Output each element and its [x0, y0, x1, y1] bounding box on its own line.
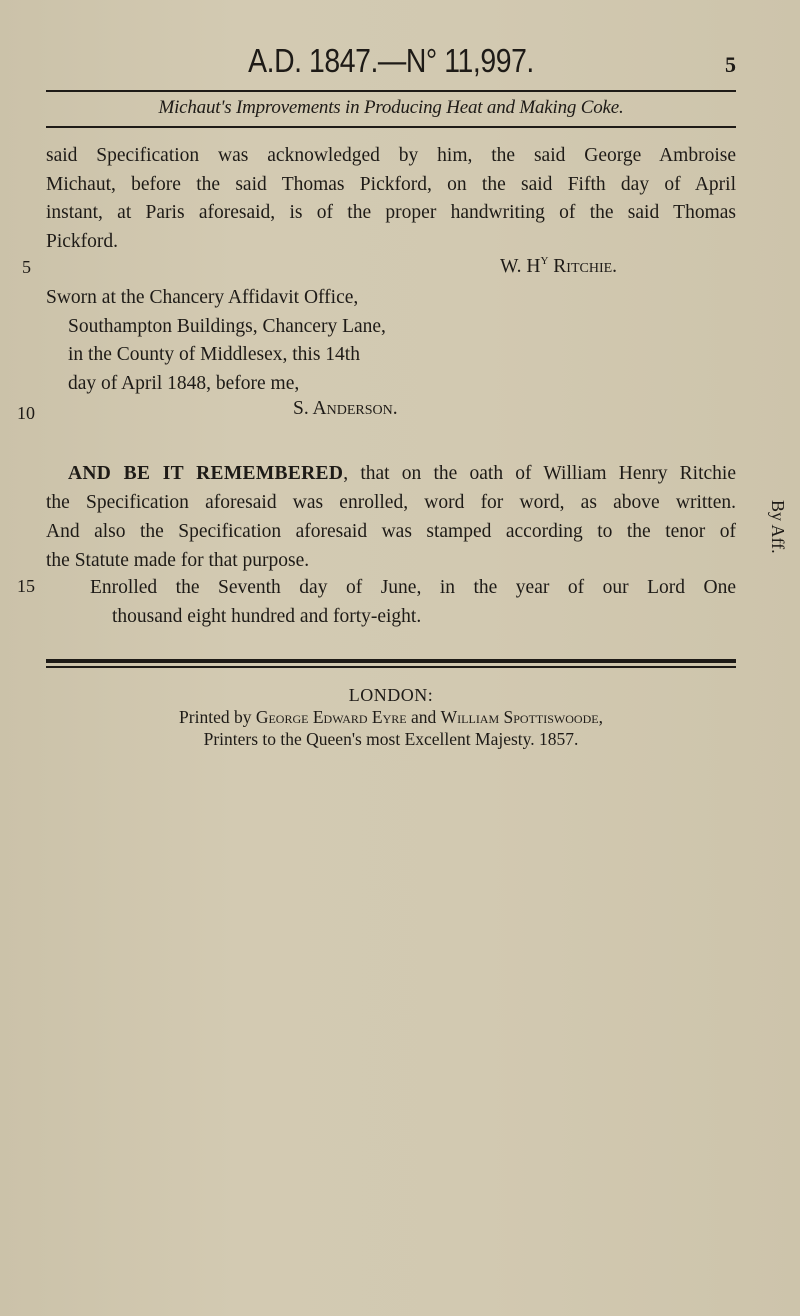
- imprint-city: LONDON:: [348, 685, 434, 705]
- text-line: instant, at Paris aforesaid, is of the proper handwriting of the said Thomas: [46, 202, 736, 223]
- header-rule-top: [46, 90, 736, 92]
- patent-subtitle: Michaut's Improvements in Producing Heat and Making Coke.: [158, 97, 624, 118]
- page-number: 5: [725, 52, 736, 77]
- signature-superscript: Y: [540, 255, 549, 267]
- line-number-10: 10: [17, 403, 35, 423]
- footer-rule-thick: [46, 659, 736, 663]
- text-line: [46, 459, 736, 488]
- jurat-block: [46, 284, 386, 398]
- jurat-line: Sworn at the Chancery Affidavit Office,: [46, 287, 359, 308]
- text-line: Michaut, before the said Thomas Pickford, on the said Fifth day of April: [46, 173, 736, 195]
- text-line: And also the Specification aforesaid was stamped according to the tenor of: [46, 521, 736, 542]
- text-line: thousand eight hundred and forty-eight.: [112, 606, 422, 627]
- signature-ritchie: [500, 255, 617, 278]
- jurat-line: day of April 1848, before me,: [68, 372, 300, 394]
- imprint-printer-2: William Spottiswoode,: [440, 707, 603, 727]
- signature-anderson: S. Anderson.: [293, 398, 398, 419]
- paragraph-remembered: [46, 459, 736, 575]
- imprint-printers-line: [46, 706, 736, 728]
- signature-prefix: W. H: [500, 256, 541, 277]
- text-line: the Statute made for that purpose.: [46, 550, 310, 571]
- imprint-printer-1: George Edward Eyre: [255, 707, 407, 727]
- margin-note-by-affidavit: By Aff.: [768, 500, 788, 554]
- paragraph-acknowledgement: [46, 142, 736, 256]
- text-line: Pickford.: [46, 230, 119, 252]
- line-number-15: 15: [17, 576, 35, 596]
- imprint-prefix: Printed by: [179, 707, 256, 727]
- page-header-title: A.D. 1847.—N° 11,997.: [248, 42, 534, 79]
- printer-imprint: [46, 684, 736, 750]
- jurat-line: Southampton Buildings, Chancery Lane,: [68, 315, 386, 337]
- footer-rule-thin: [46, 666, 736, 668]
- running-head: [46, 42, 736, 86]
- signature-name: Ritchie.: [553, 256, 618, 277]
- lead-bold-text: AND BE IT REMEMBERED: [68, 463, 344, 484]
- imprint-and: and: [406, 707, 441, 727]
- jurat-line: in the County of Middlesex, this 14th: [68, 344, 360, 365]
- text-line: Enrolled the Seventh day of June, in the year of our Lord One: [90, 577, 736, 598]
- imprint-majesty-line: Printers to the Queen's most Excellent Majesty. 1857.: [203, 729, 579, 749]
- paragraph-enrolled: [90, 573, 736, 631]
- text-line: the Specification aforesaid was enrolled, word for word, as above written.: [46, 492, 736, 513]
- line-number-5: 5: [22, 257, 31, 277]
- text-line: said Specification was acknowledged by him, the said George Ambroise: [46, 145, 736, 166]
- lead-rest-text: , that on the oath of William Henry Ritchie: [343, 463, 736, 484]
- header-rule-bottom: [46, 126, 736, 128]
